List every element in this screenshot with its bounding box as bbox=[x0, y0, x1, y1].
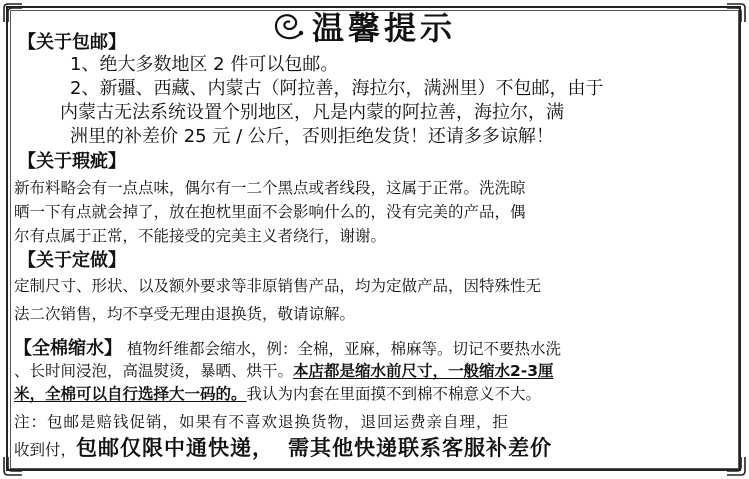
shrink-line-2-text: 、长时间浸泡，高温熨烫，暴晒、烘干。 bbox=[14, 362, 294, 380]
flaws-line-1: 新布料略会有一点点味，偶尔有一二个黑点或者线段，这属于正常。洗洗晾 bbox=[14, 179, 526, 197]
flaws-line-3: 尔有点属于正常，不能接受的完美主义者绕行，谢谢。 bbox=[14, 227, 387, 245]
shipping-item-2-line-3: 洲里的补差价 25 元 / 公斤，否则拒绝发货！还请多多谅解！ bbox=[70, 126, 554, 147]
note-zto-only: 包邮仅限中通快递， bbox=[76, 436, 275, 460]
custom-section-title: 【关于定做】 bbox=[18, 250, 126, 271]
shrink-section-title: 【全棉缩水】 bbox=[14, 338, 122, 359]
shrink-line-2 bbox=[14, 360, 735, 384]
flaws-section-title: 【关于瑕疵】 bbox=[18, 151, 126, 172]
flaws-line-2: 晒一下有点就会掉了，放在抱枕里面不会影响什么的，没有完美的产品，偶 bbox=[14, 203, 526, 221]
shipping-item-1: 1、绝大多数地区 2 件可以包邮。 bbox=[70, 54, 339, 75]
note-line-2 bbox=[14, 434, 735, 464]
shrink-line-2-emphasis: 本店都是缩水前尺寸，一般缩水2-3厘 bbox=[293, 362, 554, 380]
note-line-1: 注：包邮是赔钱促销，如果有不喜欢退换货物，退回运费亲自理，拒 bbox=[14, 413, 510, 431]
note-other-courier: 需其他快递联系客服补差价 bbox=[288, 436, 553, 460]
custom-line-2: 法二次销售，均不享受无理由退换货，敬请谅解。 bbox=[14, 305, 356, 323]
note-line-2-text: 收到付， bbox=[14, 441, 77, 459]
shrink-line-3 bbox=[14, 383, 735, 407]
corner-ornament-icon bbox=[725, 2, 747, 24]
shrink-line-1 bbox=[14, 337, 735, 362]
page-title: 温馨提示 bbox=[312, 9, 457, 47]
shrink-line-1-text: 植物纤维都会缩水，例：全棉，亚麻，棉麻等。切记不要热水洗 bbox=[126, 340, 561, 358]
shipping-item-2-line-1: 2、新疆、西藏、内蒙古（阿拉善，海拉尔，满洲里）不包邮，由于 bbox=[70, 78, 604, 99]
shrink-line-3-text: 我认为内套在里面摸不到棉不棉意义不大。 bbox=[246, 385, 542, 403]
shipping-section-title: 【关于包邮】 bbox=[18, 32, 126, 53]
shipping-item-2-line-2: 内蒙古无法系统设置个别地区，凡是内蒙的阿拉善，海拉尔，满 bbox=[60, 102, 564, 123]
shrink-line-3-emphasis: 米，全棉可以自行选择大一码的。 bbox=[14, 385, 247, 403]
corner-ornament-icon bbox=[2, 2, 24, 24]
custom-line-1: 定制尺寸、形状、以及额外要求等非原销售产品，均为定做产品，因特殊性无 bbox=[14, 277, 542, 295]
